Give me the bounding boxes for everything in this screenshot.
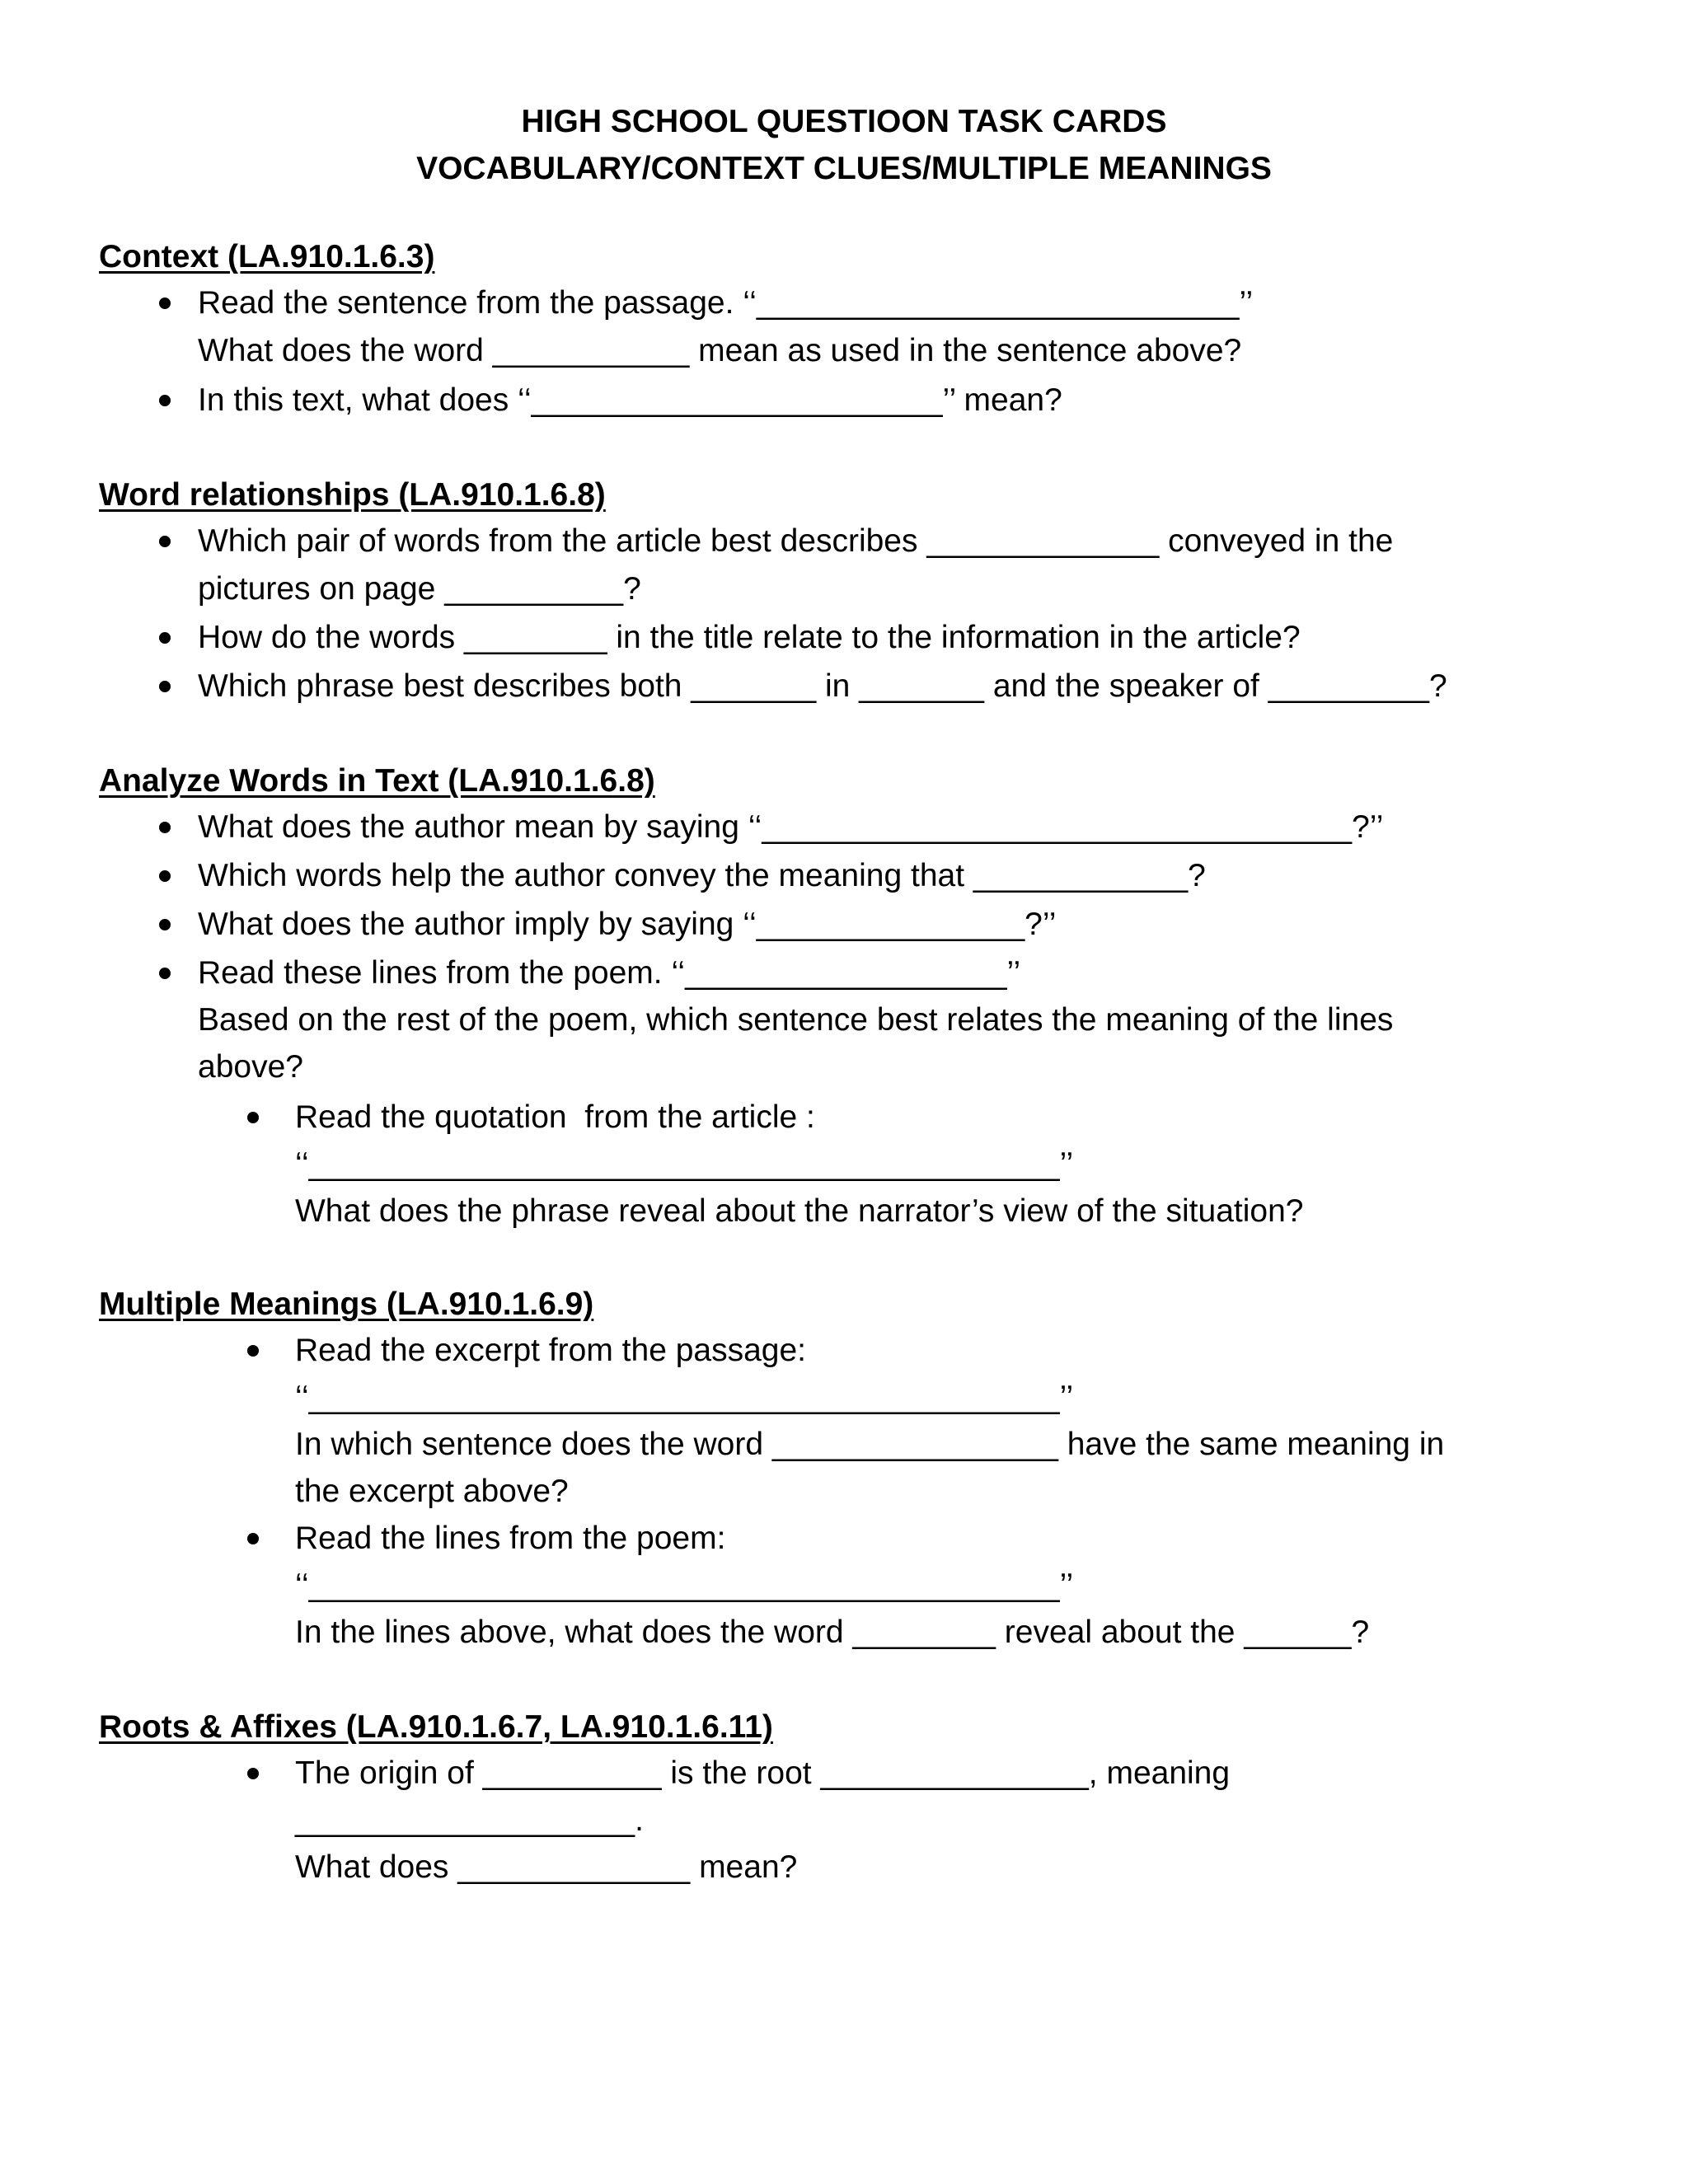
- page-title-line-2: VOCABULARY/CONTEXT CLUES/MULTIPLE MEANINGS: [416, 151, 1272, 186]
- analyze-words-question-5: Read the quotation from the article :: [295, 1099, 815, 1135]
- bullet-icon: [247, 1112, 259, 1123]
- context-question-1: Read the sentence from the passage. ‘‘___________________________’’: [198, 285, 1254, 321]
- bullet-icon: [159, 536, 171, 547]
- bullet-icon: [159, 298, 171, 309]
- analyze-words-question-5-quote: ‘‘__________________________________________’’: [295, 1146, 1074, 1182]
- analyze-words-question-3: What does the author imply by saying ‘‘_______________?’’: [198, 907, 1057, 942]
- multiple-meanings-question-1-cont: In which sentence does the word ________________ have the same meaning in: [295, 1427, 1445, 1462]
- bullet-icon: [159, 395, 171, 406]
- word-relationships-question-1-cont: pictures on page __________?: [198, 571, 641, 607]
- section-heading-analyze-words: Analyze Words in Text (LA.910.1.6.8): [99, 763, 655, 799]
- page-title-line-1: HIGH SCHOOL QUESTIOON TASK CARDS: [521, 104, 1167, 139]
- roots-affixes-question-1-cont: ___________________.: [295, 1802, 644, 1838]
- bullet-icon: [247, 1768, 259, 1779]
- word-relationships-question-3: Which phrase best describes both _______ in _______ and the speaker of _________?: [198, 668, 1447, 704]
- section-heading-roots-affixes: Roots & Affixes (LA.910.1.6.7, LA.910.1.6.11): [99, 1709, 773, 1745]
- multiple-meanings-question-2: Read the lines from the poem:: [295, 1521, 726, 1556]
- section-heading-word-relationships: Word relationships (LA.910.1.6.8): [99, 477, 606, 513]
- multiple-meanings-question-2-quote: ‘‘__________________________________________’’: [295, 1568, 1074, 1603]
- analyze-words-question-4-cont-2: above?: [198, 1049, 303, 1085]
- analyze-words-question-4-cont: Based on the rest of the poem, which sentence best relates the meaning of the lines: [198, 1002, 1394, 1038]
- roots-affixes-question-1: The origin of __________ is the root _______________, meaning: [295, 1755, 1231, 1791]
- analyze-words-question-5-cont: What does the phrase reveal about the narrator’s view of the situation?: [295, 1193, 1304, 1229]
- multiple-meanings-question-1: Read the excerpt from the passage:: [295, 1333, 807, 1368]
- bullet-icon: [159, 632, 171, 644]
- analyze-words-question-1: What does the author mean by saying ‘‘_________________________________?’’: [198, 809, 1384, 845]
- bullet-icon: [247, 1533, 259, 1544]
- bullet-icon: [247, 1345, 259, 1357]
- word-relationships-question-1: Which pair of words from the article best describes _____________ conveyed in the: [198, 523, 1394, 559]
- multiple-meanings-question-2-cont: In the lines above, what does the word ________ reveal about the ______?: [295, 1615, 1370, 1650]
- analyze-words-question-4: Read these lines from the poem. ‘‘__________________’’: [198, 955, 1021, 991]
- bullet-icon: [159, 870, 171, 882]
- context-question-2: In this text, what does ‘‘_______________________’’ mean?: [198, 382, 1062, 418]
- section-heading-context: Context (LA.910.1.6.3): [99, 239, 435, 274]
- word-relationships-question-2: How do the words ________ in the title relate to the information in the article?: [198, 620, 1301, 655]
- multiple-meanings-question-1-cont-2: the excerpt above?: [295, 1474, 569, 1509]
- multiple-meanings-question-1-quote: ‘‘__________________________________________’’: [295, 1380, 1074, 1415]
- section-heading-multiple-meanings: Multiple Meanings (LA.910.1.6.9): [99, 1286, 594, 1322]
- roots-affixes-question-1-cont-2: What does _____________ mean?: [295, 1849, 798, 1885]
- bullet-icon: [159, 822, 171, 833]
- context-question-1-cont: What does the word ___________ mean as used in the sentence above?: [198, 333, 1242, 368]
- bullet-icon: [159, 968, 171, 979]
- bullet-icon: [159, 681, 171, 692]
- bullet-icon: [159, 919, 171, 930]
- analyze-words-question-2: Which words help the author convey the meaning that ____________?: [198, 858, 1206, 893]
